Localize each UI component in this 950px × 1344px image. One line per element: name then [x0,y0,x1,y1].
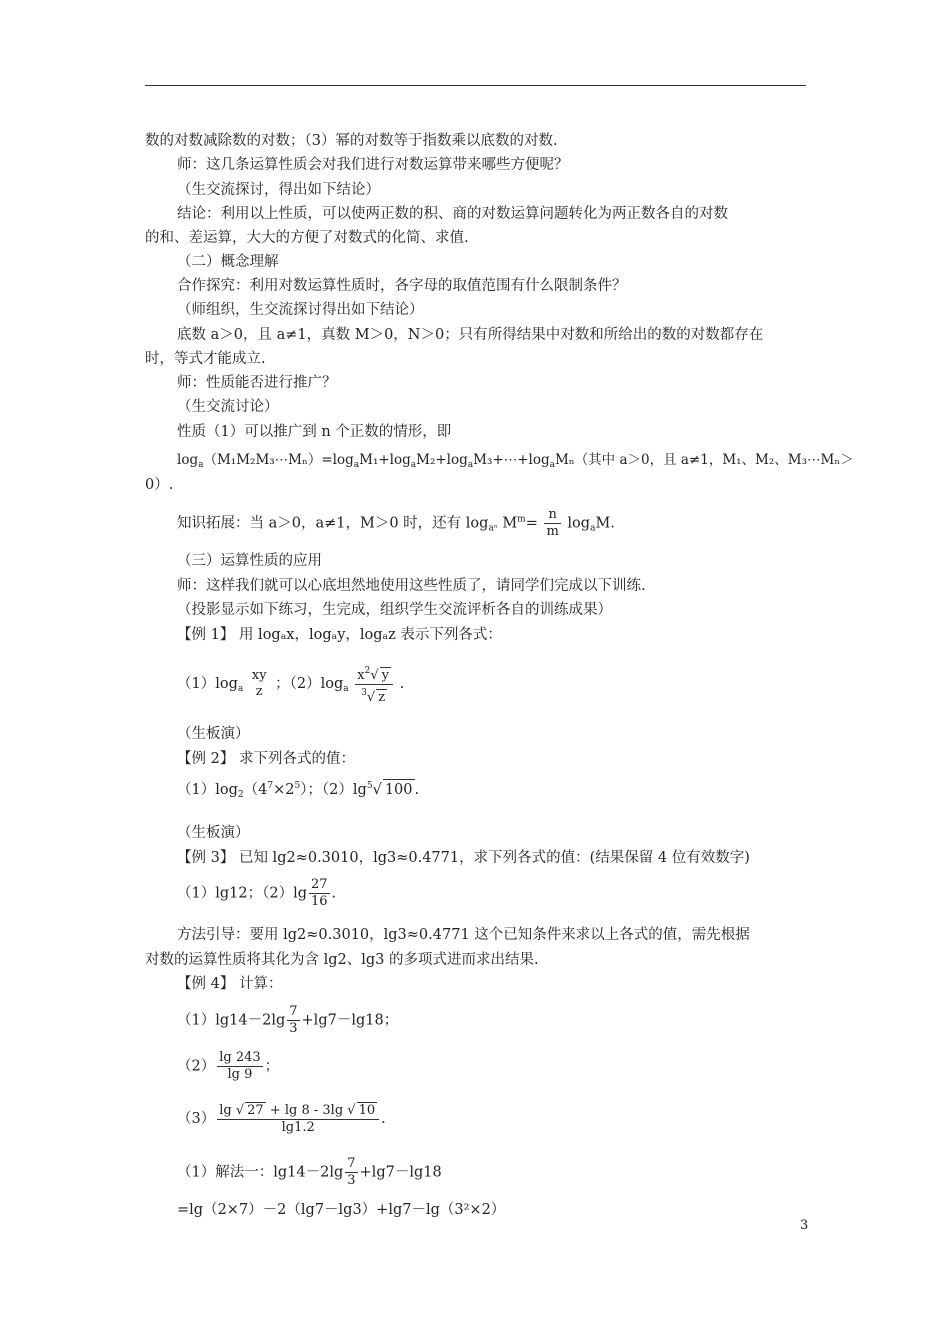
formula-line: $(1)\log_2(4^7\times 2^5)$；$(2)\lg^5√$ 100 . [177,781,420,800]
denominator: 3 [347,1173,356,1188]
formula-part: （1）log [177,782,238,798]
fraction [345,1156,357,1189]
fraction [544,507,560,540]
denominator: 3 [289,1021,298,1036]
text-line: 时，等式才能成立. [145,351,266,367]
formula-line [177,1004,398,1037]
example-heading: 【例 2】 求下列各式的值： [177,751,355,767]
fraction [250,668,269,700]
text-line: （生交流讨论） [177,399,279,415]
radicand: 27 [247,1103,264,1118]
formula-part: M₃+⋯+log [473,452,550,468]
text-line: 师：这样我们就可以心底坦然地使用这些性质了，请同学们完成以下训练. [177,578,646,594]
formula-part: （4 [243,782,268,798]
numerator: n [548,507,557,522]
formula-part: . [381,1111,386,1127]
subscript: aⁿ [488,523,498,534]
text-line: 对数的运算性质将其化为含 lg2、lg3 的多项式进而求出结果. [145,952,539,968]
text-line: 结论：利用以上性质，可以使两正数的积、商的对数运算问题转化为两正数各自的对数 [177,206,728,222]
formula-part: （1）解法一：lg14－2lg [177,1164,344,1181]
formula-part: . [414,782,420,798]
numerator: 27 [311,877,328,892]
radicand: 10 [358,1103,376,1118]
formula-line [177,450,854,475]
formula-part: ；（2）log [275,676,344,692]
formula-part: log [177,452,199,468]
fraction [287,1004,299,1037]
formula-part: （2） [177,1058,216,1075]
num-part: lg [219,1103,236,1118]
radicand: 100 [383,779,415,800]
fraction [217,1102,379,1136]
denominator: lg1.2 [217,1119,379,1136]
formula-line [177,877,336,910]
denominator: m [546,524,559,539]
text-line: 方法引导：要用 lg2≈0.3010，lg3≈0.4771 这个已知条件来求以上各式的值，需先根据 [177,927,750,943]
formula-part: Mₙ（其中 a＞0，且 a≠1，M₁、M₂、M₃⋯Mₙ＞ [554,452,854,468]
numerator: lg √ 27 + lg 8 - 3lg √ 10 [219,1103,376,1118]
formula-part: （M₁M₂M₃⋯Mₙ）=log [203,452,354,468]
subscript: a [343,684,349,694]
formula-line [177,1156,442,1189]
formula-part: （1）lg14－2lg [177,1012,286,1029]
example-heading: 【例 3】 已知 lg2≈0.3010，lg3≈0.4771，求下列各式的值：(结果保留 4 位有效数字) [177,850,750,866]
formula-part: . [331,885,337,902]
fraction [355,663,393,706]
example-heading: 【例 4】 计算： [177,976,283,992]
radicand: y [381,667,389,683]
denominator: 16 [311,894,328,909]
page-number: 3 [800,1218,809,1233]
var-x: x [357,667,365,683]
example-heading: 【例 1】 用 logₐx，logₐy，logₐz 表示下列各式： [177,627,502,643]
root-index: 3 [361,687,367,698]
formula-part: log [567,515,591,532]
formula-line [177,507,615,540]
formula-part: +lg7－lg18； [301,1012,399,1029]
text-line: （生板演） [177,726,250,742]
section-heading: （二）概念理解 [177,254,279,270]
superscript: 5 [294,781,301,791]
subscript: a [590,523,596,534]
text-line: （生交流探讨，得出如下结论） [177,182,380,198]
text-line: 0）. [145,477,174,493]
formula-part: M₂+log [416,452,468,468]
denominator: $^3$√ z [355,684,393,706]
numerator: lg 243 [219,1050,261,1065]
text-line: （投影显示如下练习，生完成，组织学生交流评析各自的训练成果） [177,602,612,618]
formula-part: M. [595,515,615,532]
superscript: 7 [267,781,274,791]
subscript: a [237,684,244,694]
formula-line [177,1102,386,1136]
fraction [309,877,330,910]
formula-part: ）；（2）lg [300,782,367,798]
denominator: z [255,684,263,699]
formula-part: ×2 [273,782,295,798]
subscript: a [353,460,360,470]
formula-part: = [525,515,538,532]
text-line: 底数 a＞0，且 a≠1，真数 M＞0，N＞0；只有所得结果中对数和所给出的数的对数都存在 [177,327,764,343]
numerator: xy [251,668,267,683]
subscript: a [549,460,555,470]
text-line: 合作探究：利用对数运算性质时，各字母的取值范围有什么限制条件？ [177,278,627,294]
formula-line: =lg（2×7）－2（lg7－lg3）+lg7－lg（3²×2） [177,1202,506,1218]
superscript: 2 [364,665,371,676]
text-line: 数的对数减除数的对数；（3）幂的对数等于指数乘以底数的对数. [145,133,558,149]
numerator: $x^2√$ y [357,665,389,683]
text-line: 师：性质能否进行推广？ [177,375,337,391]
formula-line [177,1050,279,1083]
header-rule [145,85,806,86]
root-index: 5 [366,781,373,791]
section-heading: （三）运算性质的应用 [177,553,322,569]
superscript: m [517,514,526,525]
text-line: （生板演） [177,825,250,841]
formula-part: （1）lg12；（2）lg [177,885,307,902]
text-line: 性质（1）可以推广到 n 个正数的情形，即 [177,424,452,440]
formula-part: 知识拓展：当 a＞0，a≠1，M＞0 时，还有 log [177,515,489,532]
subscript: 2 [237,790,244,800]
text-line: 的和、差运算，大大的方便了对数式的化简、求值. [145,230,469,246]
formula-part: . [399,676,405,692]
formula-line [177,660,404,708]
subscript: a [410,460,417,470]
text-line: （师组织，生交流探讨得出如下结论） [177,302,424,318]
formula-part: M₁+log [359,452,411,468]
formula-part: +lg7－lg18 [359,1164,442,1181]
subscript: a [467,460,474,470]
subscript: a [198,460,204,470]
radicand: z [378,689,386,705]
denominator: lg 9 [217,1066,262,1083]
formula-part: （1）log [177,676,238,692]
numerator: 7 [347,1156,356,1171]
formula-part: （3） [177,1111,216,1127]
formula-part: ； [264,1058,280,1075]
fraction [217,1050,262,1083]
formula-part: M [502,515,518,532]
numerator: 7 [289,1004,298,1019]
text-line: 师：这几条运算性质会对我们进行对数运算带来哪些方便呢？ [177,157,569,173]
num-part: + lg 8 - 3lg [265,1103,348,1118]
